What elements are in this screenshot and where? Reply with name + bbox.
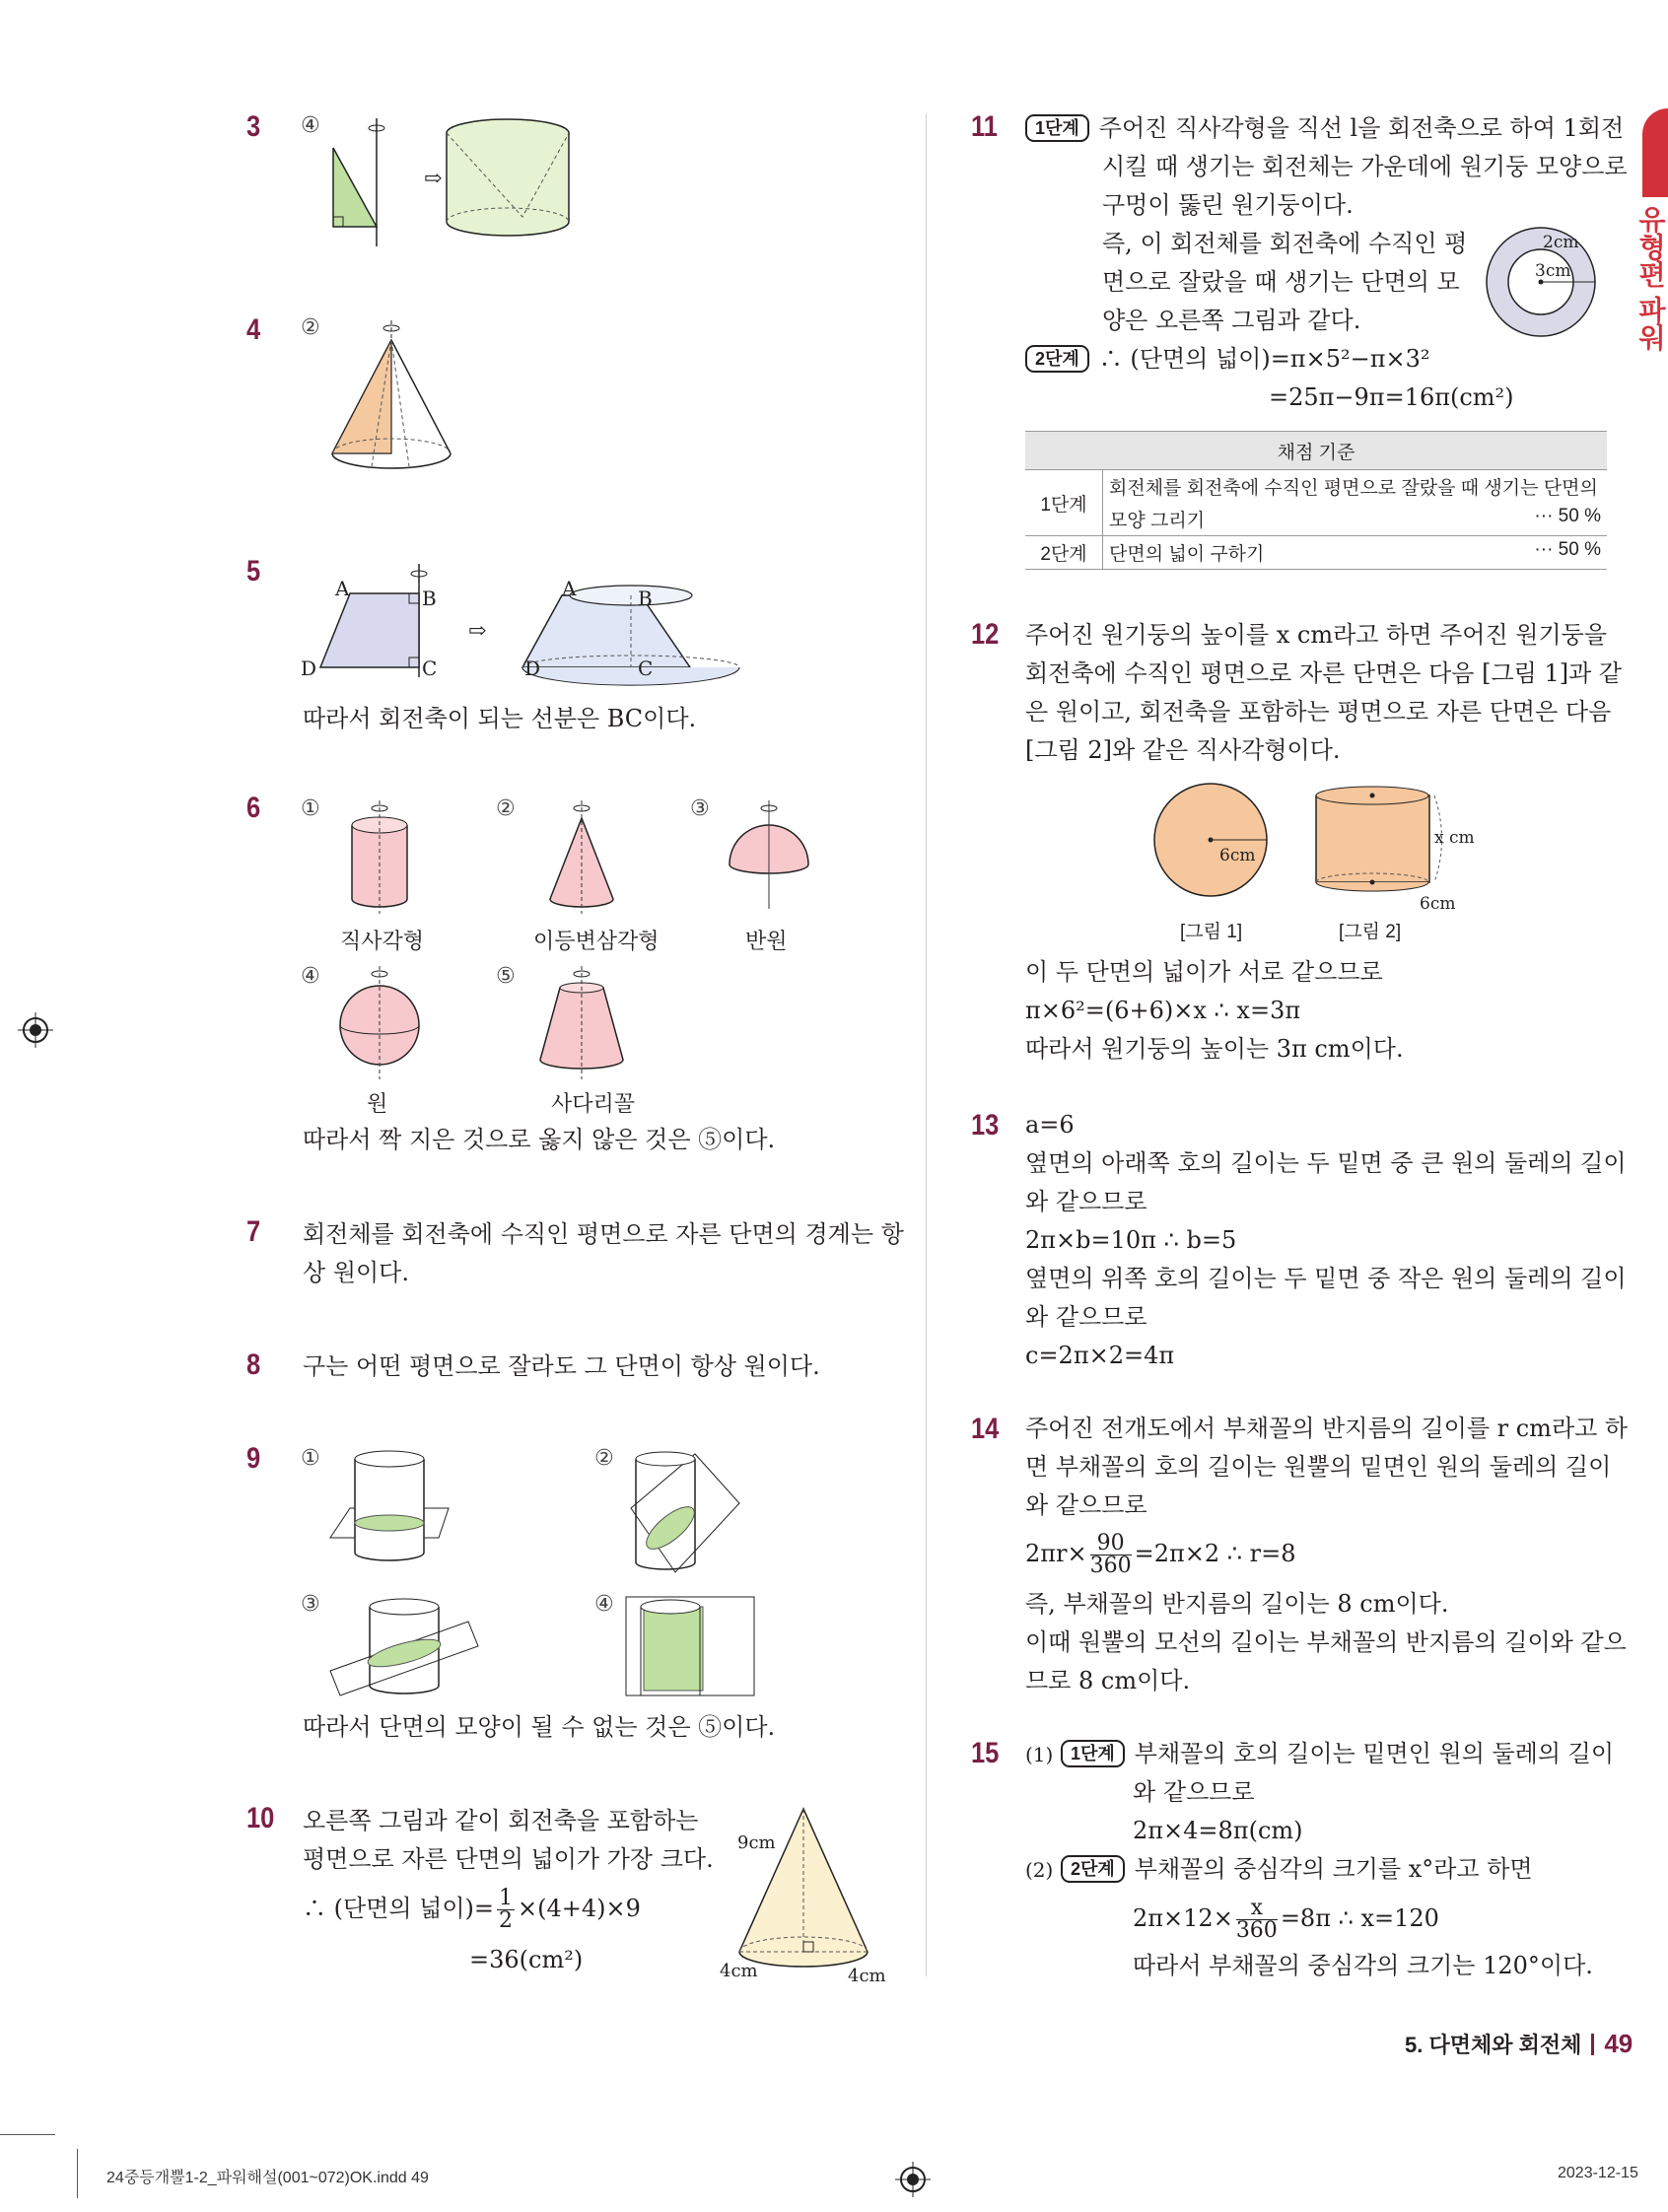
problem-13-line-4: 2π×b=10π ∴ b=5 [1025,1226,1237,1254]
problem-6-figures-row1 [335,800,789,929]
problem-11-line-4: 즉, 이 회전체를 회전축에 수직인 평 [1102,230,1468,257]
label-a: A [335,577,350,600]
problem-10-eq-1: ∴ (단면의 넓이)= $\frac{1}{2}$ ×(4+4)×9 [303,1886,641,1933]
problem-12-after-1: 이 두 단면의 넓이가 서로 같으므로 [1025,958,1383,986]
crop-mark-h [0,2134,55,2135]
svg-text:⇨: ⇨ [424,167,443,191]
caption-trapezoid: 사다리꼴 [551,1091,636,1116]
problem-9-figures-row1 [330,1444,774,1592]
problem-12-after-2: π×6²=(6+6)×x ∴ x=3π [1025,997,1301,1024]
column-divider [926,113,927,1976]
problem-14-after-2: 이때 원뿔의 모선의 길이는 부채꼴의 반지름의 길이와 같으 [1025,1628,1627,1656]
problem-15-eq: 2π×12× $\frac{x}{360}$ =8π ∴ x=120 [1133,1896,1439,1943]
problem-12-after-3: 따라서 원기둥의 높이는 3π cm이다. [1025,1035,1404,1063]
problem-15-line-4: (2) 2단계 부채꼴의 중심각의 크기를 x°라고 하면 [1025,1855,1533,1883]
problem-9-choice-2: ② [594,1446,614,1471]
problem-12-line-1: 주어진 원기둥의 높이를 x cm라고 하면 주어진 원기둥을 [1025,621,1607,649]
registration-mark-left [18,1012,53,1048]
caption-circle: 원 [367,1091,388,1116]
scoring-table [1025,431,1607,570]
problem-13-line-6: 와 같으므로 [1025,1303,1147,1331]
problem-9-text: 따라서 단면의 모양이 될 수 없는 것은 ⑤이다. [303,1713,776,1741]
problem-11-line-6: 양은 오른쪽 그림과 같다. [1102,307,1361,334]
label-2cm: 2cm [1543,233,1579,252]
label-c: C [422,657,438,680]
problem-15-line-3: 2π×4=8π(cm) [1133,1817,1303,1844]
side-tab-marker [1642,108,1668,197]
step-1-badge-15: 1단계 [1061,1740,1125,1767]
problem-11-line-2: 시킬 때 생기는 회전체는 가운데에 원기둥 모양으로 [1102,153,1628,180]
problem-15-line-5: 따라서 부채꼴의 중심각의 크기는 120°이다. [1133,1952,1593,1979]
problem-13-line-5: 옆면의 위쪽 호의 길이는 두 밑면 중 작은 원의 둘레의 길이 [1025,1265,1627,1292]
svg-text:C: C [638,657,654,680]
label-x-cm: x cm [1434,828,1475,848]
problem-4-figure [330,320,453,478]
problem-12-figure [1148,784,1513,922]
problem-9-choice-1: ① [301,1446,320,1471]
problem-3-figure [325,118,591,256]
problem-14-line-2: 면 부채꼴의 호의 길이는 원뿔의 밑면인 원의 둘레의 길이 [1025,1453,1612,1481]
problem-9-number: 9 [246,1442,261,1475]
svg-text:⇨: ⇨ [468,619,487,644]
svg-text:B: B [638,587,653,610]
side-tab-label: 유형편 파워 [1635,205,1666,351]
problem-3-number: 3 [246,110,261,143]
problem-11-figure [1484,225,1602,343]
problem-12-number: 12 [971,618,1000,651]
table-row: 모양 그리기 ··· 50 % [1025,503,1607,536]
label-4cm-right: 4cm [848,1966,886,1986]
label-3cm: 3cm [1535,261,1571,281]
problem-15-line-1: (1) 1단계 부채꼴의 호의 길이는 밑면인 원의 둘레의 길이 [1025,1740,1615,1767]
problem-11-line-1: 1단계 주어진 직사각형을 직선 l을 회전축으로 하여 1회전 [1025,109,1624,148]
problem-11-eq-1: 2단계 ∴ (단면의 넓이)=π×5²−π×3² [1025,340,1429,379]
caption-rectangle: 직사각형 [340,929,425,953]
label-b: B [422,587,437,610]
footer-date: 2023-12-15 [1558,2165,1638,2181]
problem-12-line-4: [그림 2]와 같은 직사각형이다. [1025,736,1341,764]
problem-6-choice-2: ② [496,796,516,821]
problem-13-line-1: a=6 [1025,1111,1075,1139]
problem-6-figures-row2 [335,966,611,1089]
problem-5-text: 따라서 회전축이 되는 선분은 BC이다. [303,705,697,732]
problem-6-choice-4: ④ [301,964,320,989]
problem-11-eq-2: =25π−9π=16π(cm²) [1269,383,1514,411]
problem-5-figure [296,564,710,682]
problem-11-line-5: 면으로 잘랐을 때 생기는 단면의 모 [1102,268,1460,296]
problem-6-choice-3: ③ [690,796,710,821]
problem-5-number: 5 [246,555,261,588]
problem-9-choice-3: ③ [301,1592,320,1617]
label-4cm-left: 4cm [720,1961,758,1981]
problem-12-line-2: 회전축에 수직인 평면으로 자른 단면은 다음 [그림 1]과 같 [1025,659,1623,687]
problem-10-figure [720,1804,887,1986]
caption-figure-1: [그림 1] [1180,922,1243,942]
problem-11-line-3: 구멍이 뚫린 원기둥이다. [1102,191,1354,219]
problem-6-choice-5: ⑤ [496,964,516,989]
crop-mark-v [77,2149,78,2198]
problem-10-eq-2: =36(cm²) [469,1946,584,1973]
step-2-badge: 2단계 [1025,345,1089,373]
label-6cm-fig1: 6cm [1219,846,1256,865]
problem-10-number: 10 [246,1802,275,1834]
problem-14-after-3: 므로 8 cm이다. [1025,1667,1191,1694]
problem-8-number: 8 [246,1348,261,1381]
problem-9-choice-4: ④ [594,1592,614,1617]
label-6cm-fig2: 6cm [1420,894,1456,914]
page-number: 49 [1604,2029,1633,2058]
problem-6-text: 따라서 짝 지은 것으로 옳지 않은 것은 ⑤이다. [303,1126,776,1153]
problem-13-line-3: 와 같으므로 [1025,1188,1147,1215]
problem-15-number: 15 [971,1737,1000,1769]
page-footer [1405,2029,1633,2059]
caption-isosceles: 이등변삼각형 [533,929,660,953]
problem-3-choice: ④ [301,113,320,138]
problem-12-line-3: 은 원이고, 회전축을 포함하는 평면으로 자른 단면은 다음 [1025,698,1612,726]
chapter-title: 5. 다면체와 회전체 [1405,2033,1582,2057]
problem-6-number: 6 [246,792,261,824]
step-2-badge-15: 2단계 [1061,1855,1125,1883]
label-9cm: 9cm [737,1832,776,1853]
svg-text:A: A [562,577,577,600]
problem-7-line-2: 상 원이다. [303,1259,409,1286]
problem-8-text: 구는 어떤 평면으로 잘라도 그 단면이 항상 원이다. [303,1352,820,1380]
problem-7-line-1: 회전체를 회전축에 수직인 평면으로 자른 단면의 경계는 항 [303,1220,904,1248]
problem-14-number: 14 [971,1413,1000,1445]
problem-14-after-1: 즉, 부채꼴의 반지름의 길이는 8 cm이다. [1025,1590,1449,1618]
problem-7-number: 7 [246,1215,261,1248]
svg-text:D: D [524,657,541,680]
problem-6-choice-1: ① [301,796,320,821]
problem-11-number: 11 [971,110,998,143]
problem-4-number: 4 [246,313,261,346]
caption-semicircle: 반원 [745,929,788,953]
problem-4-choice: ② [301,315,320,340]
problem-14-line-3: 와 같으므로 [1025,1491,1147,1519]
scoring-table-header: 채점 기준 [1025,432,1607,470]
step-1-badge: 1단계 [1025,114,1089,142]
footer-filename: 24중등개뿔1-2_파워해설(001~072)OK.indd 49 [106,2170,429,2186]
problem-13-number: 13 [971,1109,1000,1141]
label-d: D [301,657,317,680]
problem-14-eq: 2πr× $\frac{90}{360}$ =2π×2 ∴ r=8 [1025,1531,1296,1578]
registration-mark-bottom [895,2162,931,2197]
problem-9-figures-row2 [330,1592,774,1710]
problem-13-line-2: 옆면의 아래쪽 호의 길이는 두 밑면 중 큰 원의 둘레의 길이 [1025,1149,1627,1177]
problem-15-line-2: 와 같으므로 [1133,1778,1255,1806]
caption-figure-2: [그림 2] [1339,922,1402,942]
problem-14-line-1: 주어진 전개도에서 부채꼴의 반지름의 길이를 r cm라고 하 [1025,1415,1629,1442]
table-row: 2단계 단면의 넓이 구하기 ··· 50 % [1025,536,1607,570]
problem-10-line-1: 오른쪽 그림과 같이 회전축을 포함하는 [303,1807,699,1834]
problem-10-line-2: 평면으로 자른 단면의 넓이가 가장 크다. [303,1845,714,1873]
problem-13-line-7: c=2π×2=4π [1025,1342,1175,1369]
table-row: 1단계 회전체를 회전축에 수직인 평면으로 잘랐을 때 생기는 단면의 [1025,470,1607,504]
